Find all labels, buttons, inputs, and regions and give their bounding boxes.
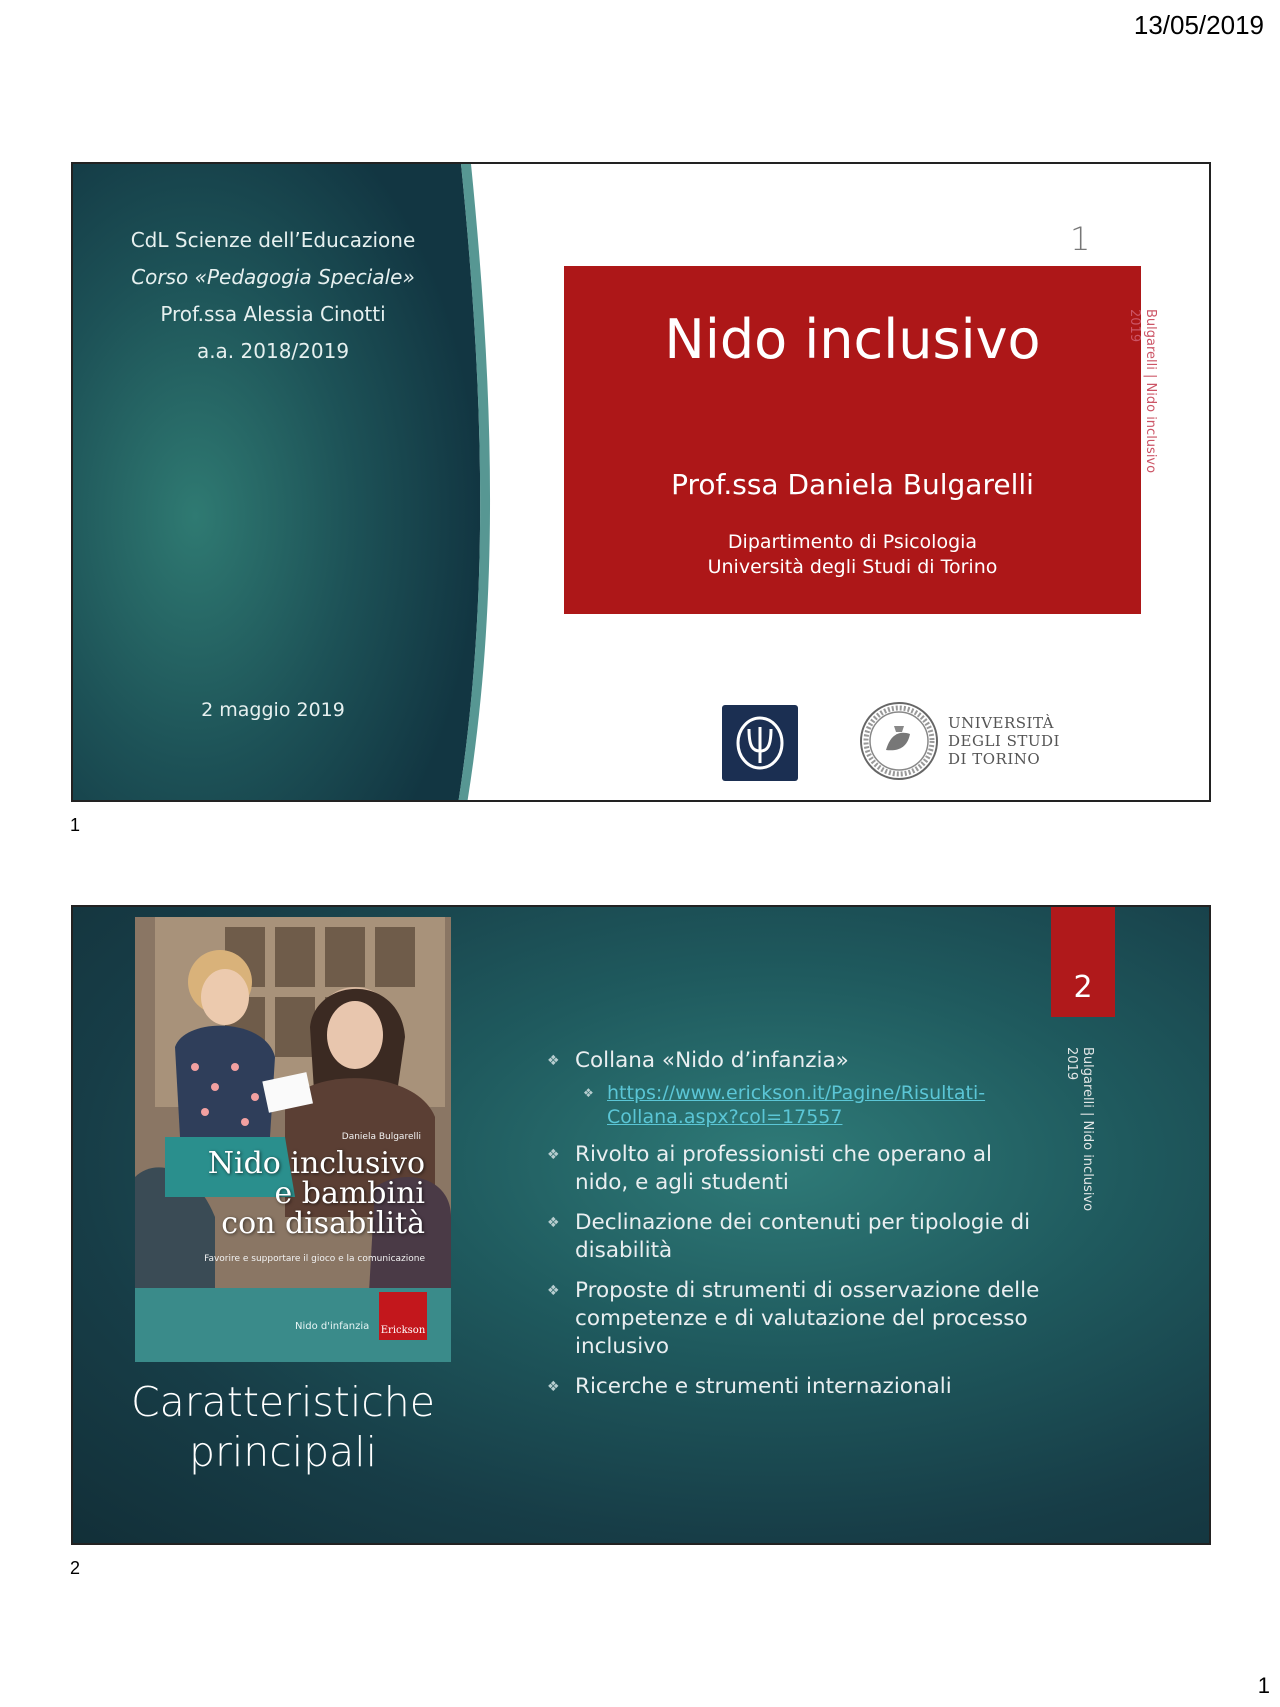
dept-line: Dipartimento di Psicologia xyxy=(727,531,978,553)
course-line: a.a. 2018/2019 xyxy=(196,339,350,363)
side-footer-line: Bulgarelli | Nido inclusivo xyxy=(1080,1047,1095,1212)
list-item xyxy=(543,1081,1043,1129)
course-info xyxy=(93,222,453,370)
title-box xyxy=(564,266,1141,614)
diamond-bullet-icon: ❖ xyxy=(547,1379,560,1395)
course-line: CdL Scienze dell’Educazione xyxy=(130,228,416,252)
page-number: 1 xyxy=(1257,1673,1270,1698)
bullet-list xyxy=(543,1047,1043,1413)
diamond-bullet-icon: ❖ xyxy=(547,1147,560,1163)
psi-logo xyxy=(722,705,798,781)
psi-icon xyxy=(735,715,785,771)
wordmark-line: DEGLI STUDI xyxy=(948,732,1060,750)
list-item xyxy=(543,1209,1043,1265)
department xyxy=(564,530,1141,580)
dept-line: Università degli Studi di Torino xyxy=(707,556,998,578)
slide-2 xyxy=(71,905,1211,1545)
bullet-text: Collana «Nido d’infanzia» xyxy=(575,1048,849,1073)
list-item xyxy=(543,1047,1043,1075)
wordmark-line: UNIVERSITÀ xyxy=(948,714,1054,732)
diamond-bullet-icon: ❖ xyxy=(547,1215,560,1231)
book-series: Nido d'infanzia xyxy=(295,1321,370,1332)
link-line[interactable]: https://www.erickson.it/Pagine/Risultati- xyxy=(607,1082,986,1104)
university-wordmark xyxy=(948,714,1060,768)
book-author: Daniela Bulgarelli xyxy=(341,1132,421,1142)
side-footer xyxy=(1063,1047,1095,1211)
book-title-line: con disabilità xyxy=(221,1206,425,1241)
bullet-text: Proposte di strumenti di osservazione delle competenze e di valutazione del processo inclusivo xyxy=(575,1278,1040,1359)
lecture-date: 2 maggio 2019 xyxy=(201,699,345,721)
series-link[interactable] xyxy=(607,1082,985,1128)
slide-title: Nido inclusivo xyxy=(664,308,1041,371)
list-item xyxy=(543,1141,1043,1197)
slide-heading: Caratteristiche principali xyxy=(131,1378,435,1476)
list-item xyxy=(543,1277,1043,1361)
slide-number: 1 xyxy=(1070,220,1091,258)
book-cover xyxy=(135,917,451,1362)
bullet-text: Declinazione dei contenuti per tipologie di disabilità xyxy=(575,1210,1031,1263)
publisher-logo: Erickson xyxy=(379,1292,427,1340)
university-seal-icon xyxy=(858,700,940,782)
side-footer-line: Bulgarelli | Nido inclusivo xyxy=(1143,309,1158,474)
slide-index: 1 xyxy=(70,815,81,835)
side-footer-line: 2019 xyxy=(1127,309,1142,343)
slide-1 xyxy=(71,162,1211,802)
presenter-name: Prof.ssa Daniela Bulgarelli xyxy=(671,468,1034,501)
slide-number: 2 xyxy=(1051,907,1115,1017)
book-subtitle: Favorire e supportare il gioco e la comunicazione xyxy=(204,1254,425,1264)
wordmark-line: DI TORINO xyxy=(948,750,1041,768)
list-item xyxy=(543,1373,1043,1401)
page-date: 13/05/2019 xyxy=(1133,10,1264,40)
slide-index: 2 xyxy=(70,1558,81,1578)
course-line: Prof.ssa Alessia Cinotti xyxy=(160,302,386,326)
diamond-bullet-icon: ❖ xyxy=(547,1053,560,1069)
book-title-line: e bambini xyxy=(274,1176,425,1211)
diamond-bullet-icon: ❖ xyxy=(547,1283,560,1299)
side-footer-line: 2019 xyxy=(1064,1047,1079,1081)
book-title-line: Nido inclusivo xyxy=(207,1146,425,1181)
link-line[interactable]: Collana.aspx?col=17557 xyxy=(607,1106,843,1128)
bullet-text: Rivolto ai professionisti che operano al nido, e agli studenti xyxy=(575,1142,993,1195)
side-footer xyxy=(1126,309,1158,473)
bullet-text: Ricerche e strumenti internazionali xyxy=(575,1374,952,1399)
course-line: Corso «Pedagogia Speciale» xyxy=(131,265,415,289)
diamond-bullet-icon: ❖ xyxy=(583,1086,594,1100)
book-title xyxy=(207,1146,425,1241)
